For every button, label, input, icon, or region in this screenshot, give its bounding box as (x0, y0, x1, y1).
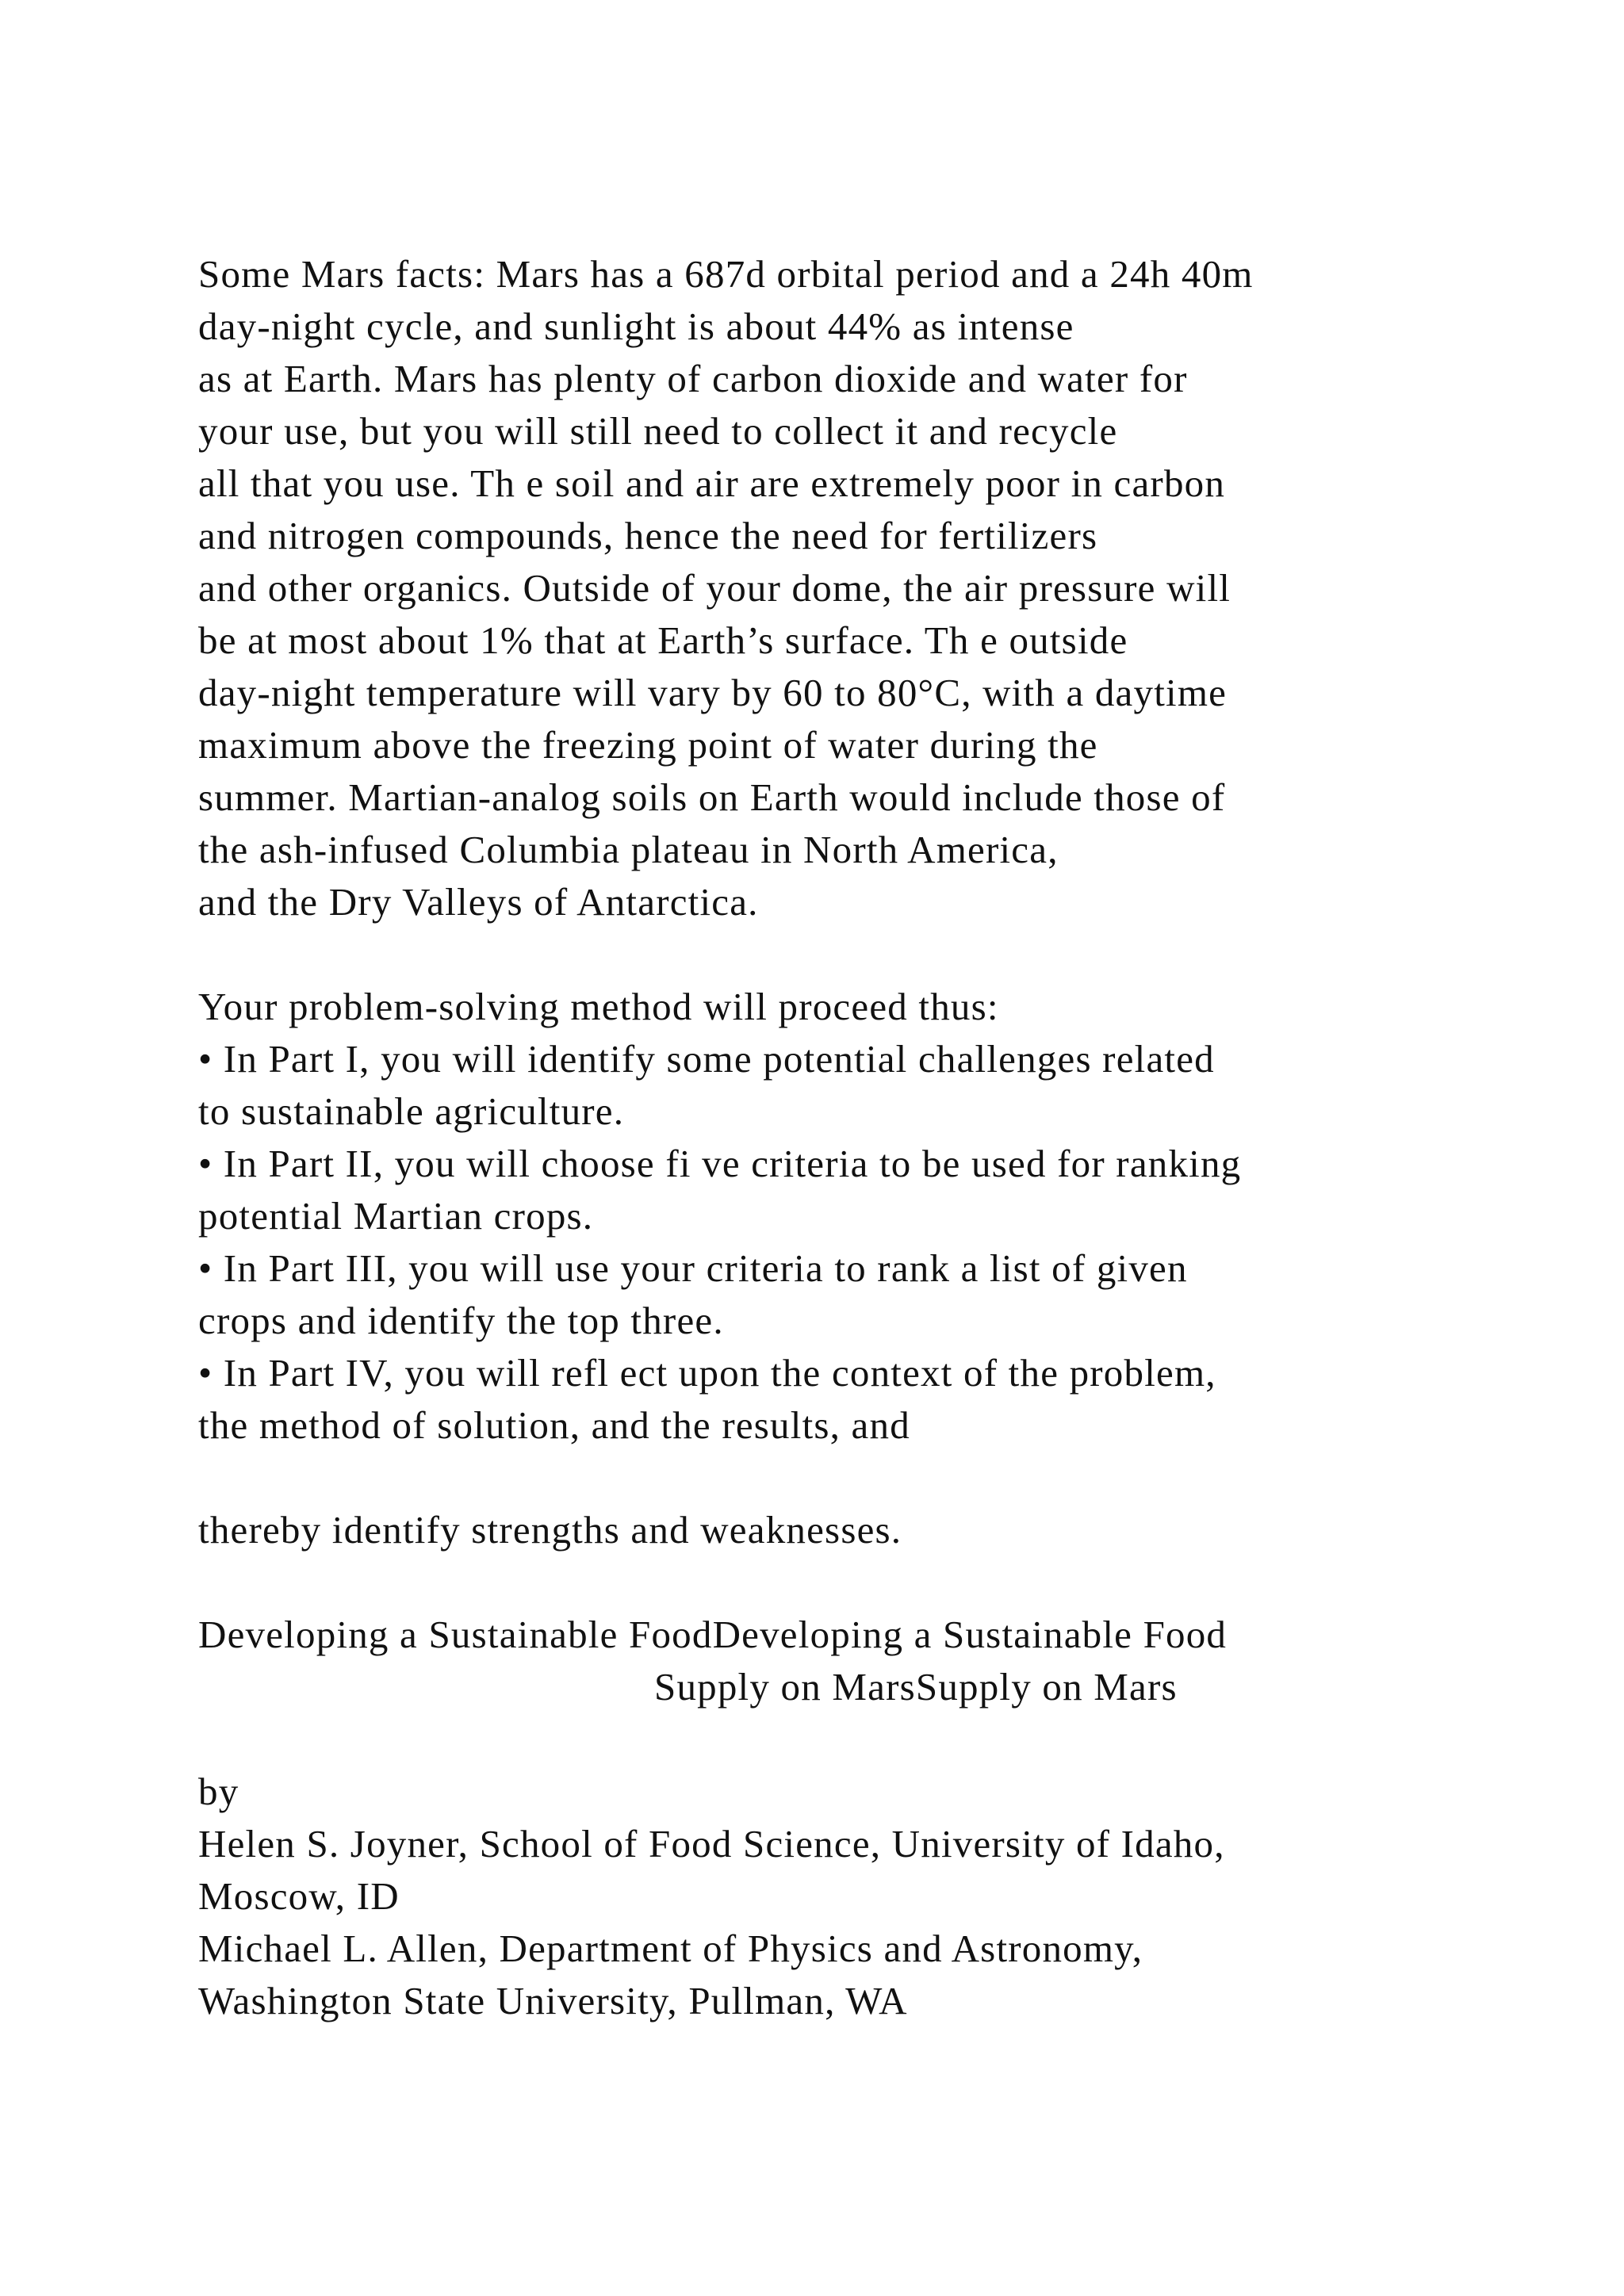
method-tail-line: thereby identify strengths and weaknesses. (198, 1508, 902, 1552)
author-line: Washington State University, Pullman, WA (198, 1979, 908, 2022)
paragraph-gap (198, 928, 1254, 981)
text-line: as at Earth. Mars has plenty of carbon dioxide and water for (198, 357, 1188, 400)
paragraph-gap (198, 1556, 1254, 1609)
paragraph-gap (198, 1452, 1254, 1504)
text-line: • In Part III, you will use your criteria to rank a list of given (198, 1246, 1188, 1290)
text-line: be at most about 1% that at Earth’s surface. Th e outside (198, 618, 1128, 662)
text-line: • In Part II, you will choose fi ve criteria to be used for ranking (198, 1142, 1242, 1185)
title-line-2: Supply on MarsSupply on Mars (654, 1665, 1178, 1709)
document-title (198, 1609, 1254, 1713)
text-line: summer. Martian-analog soils on Earth would include those of (198, 775, 1226, 819)
text-line: and the Dry Valleys of Antarctica. (198, 880, 759, 924)
text-line: your use, but you will still need to collect it and recycle (198, 409, 1118, 453)
mars-facts-paragraph (198, 248, 1254, 928)
text-line: Some Mars facts: Mars has a 687d orbital period and a 24h 40m (198, 252, 1254, 296)
author-line: Helen S. Joyner, School of Food Science, University of Idaho, (198, 1822, 1225, 1866)
text-line: day-night cycle, and sunlight is about 44% as intense (198, 304, 1074, 348)
text-line: crops and identify the top three. (198, 1299, 724, 1342)
text-line: and other organics. Outside of your dome, the air pressure will (198, 566, 1231, 610)
paragraph-gap (198, 1713, 1254, 1766)
text-line: and nitrogen compounds, hence the need for fertilizers (198, 514, 1098, 557)
author-line: Michael L. Allen, Department of Physics and Astronomy, (198, 1927, 1143, 1970)
text-line: potential Martian crops. (198, 1194, 594, 1238)
document-body (198, 248, 1254, 2027)
text-line: Your problem-solving method will proceed thus: (198, 985, 999, 1028)
text-line: to sustainable agriculture. (198, 1089, 625, 1133)
text-line: • In Part I, you will identify some potential challenges related (198, 1037, 1215, 1081)
text-line: the ash-infused Columbia plateau in North America, (198, 828, 1059, 871)
text-line: the method of solution, and the results, and (198, 1403, 910, 1447)
text-line: maximum above the freezing point of water during the (198, 723, 1098, 767)
text-line: • In Part IV, you will refl ect upon the context of the problem, (198, 1351, 1216, 1395)
author-line: Moscow, ID (198, 1874, 400, 1918)
text-line: all that you use. Th e soil and air are extremely poor in carbon (198, 461, 1226, 505)
byline (198, 1766, 1254, 2027)
text-line: day-night temperature will vary by 60 to 80°C, with a daytime (198, 671, 1228, 714)
byline-by: by (198, 1770, 239, 1813)
title-line-1: Developing a Sustainable FoodDeveloping a Sustainable Food (198, 1613, 1228, 1656)
method-paragraph (198, 981, 1254, 1452)
